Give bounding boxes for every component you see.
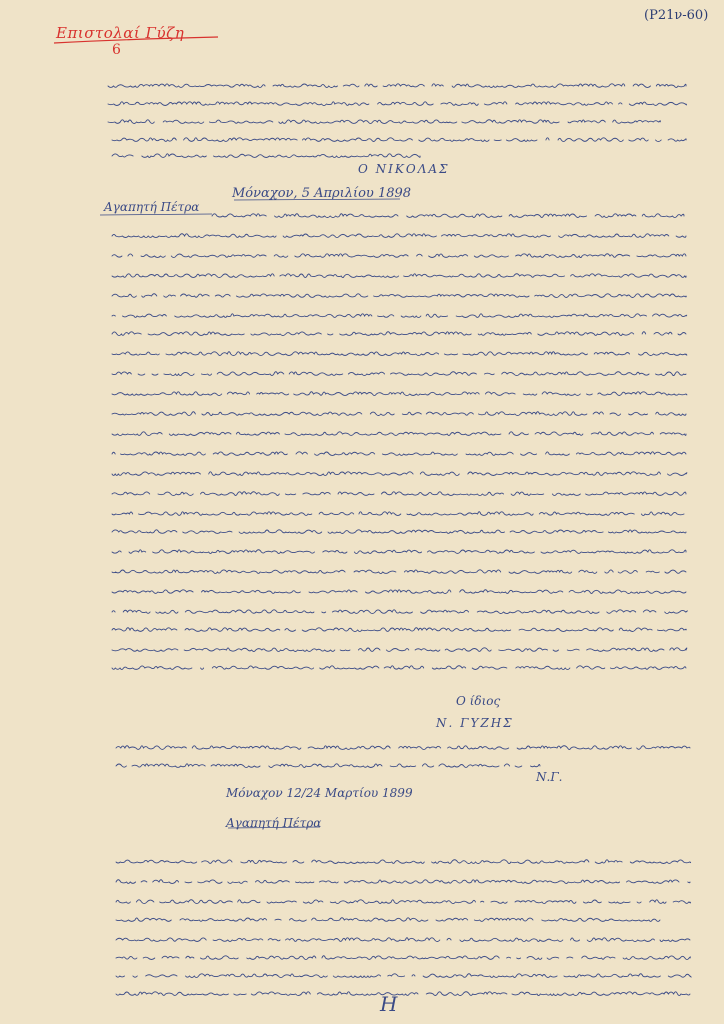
handwritten-line-13 <box>112 352 687 356</box>
handwritten-line-7 <box>112 234 694 238</box>
handwritten-line-22 <box>112 530 686 534</box>
handwritten-line-35 <box>116 918 660 922</box>
handwritten-line-6 <box>212 214 684 218</box>
handwritten-line-27 <box>112 628 686 632</box>
handwritten-line-36 <box>116 938 690 942</box>
handwritten-line-4 <box>112 138 686 142</box>
handwritten-line-33 <box>116 880 690 884</box>
handwritten-line-8 <box>112 254 686 258</box>
handwritten-line-19 <box>112 472 687 476</box>
letter3-salutation: Αγαπητή Πέτρα <box>226 816 322 830</box>
letter1-date: Μόναχον, 5 Απριλίου 1898 <box>232 186 412 201</box>
letter2-closing: Ο ίδιος <box>456 694 501 708</box>
handwritten-line-14 <box>112 372 686 376</box>
letter2-signature: Ν. ΓΥΖΗΣ <box>436 716 514 730</box>
handwritten-line-30 <box>116 746 690 750</box>
handwritten-line-3 <box>108 120 660 124</box>
handwritten-line-5 <box>112 154 420 158</box>
handwritten-line-2 <box>108 102 687 106</box>
handwritten-line-39 <box>116 992 690 996</box>
handwritten-line-12 <box>112 332 691 336</box>
handwritten-line-11 <box>112 314 687 318</box>
handwritten-line-31 <box>116 764 540 768</box>
page-reference: (Ρ21ν-60) <box>644 8 709 23</box>
handwritten-line-28 <box>112 648 687 652</box>
letter1-salutation: Αγαπητή Πέτρα <box>104 200 200 214</box>
archive-note: Επιστολαί Γύζη <box>56 24 185 42</box>
handwritten-line-32 <box>116 860 691 864</box>
handwritten-line-26 <box>112 610 687 614</box>
handwritten-line-21 <box>112 512 689 516</box>
letter3-initials: Ν.Γ. <box>536 770 563 784</box>
handwritten-line-16 <box>112 412 686 416</box>
handwritten-line-29 <box>112 666 686 670</box>
handwritten-line-38 <box>116 974 691 978</box>
handwritten-line-10 <box>112 294 686 298</box>
handwritten-line-23 <box>112 550 693 554</box>
letter1-signature: Ο ΝΙΚΟΛΑΣ <box>358 162 450 176</box>
handwritten-line-15 <box>112 392 687 396</box>
letter3-date: Μόναχον 12/24 Μαρτίου 1899 <box>226 786 413 800</box>
handwritten-line-20 <box>112 492 686 496</box>
handwritten-line-17 <box>112 432 686 436</box>
handwritten-line-25 <box>112 590 686 594</box>
archive-number: 6 <box>112 42 121 58</box>
handwritten-line-24 <box>112 570 686 574</box>
footer-mark: H <box>380 992 398 1016</box>
handwritten-line-18 <box>112 452 686 456</box>
handwritten-line-34 <box>116 900 691 904</box>
handwritten-line-1 <box>108 84 686 88</box>
handwritten-line-37 <box>116 956 697 960</box>
handwritten-line-9 <box>112 274 686 278</box>
letter1-salutation-underline <box>100 214 212 215</box>
